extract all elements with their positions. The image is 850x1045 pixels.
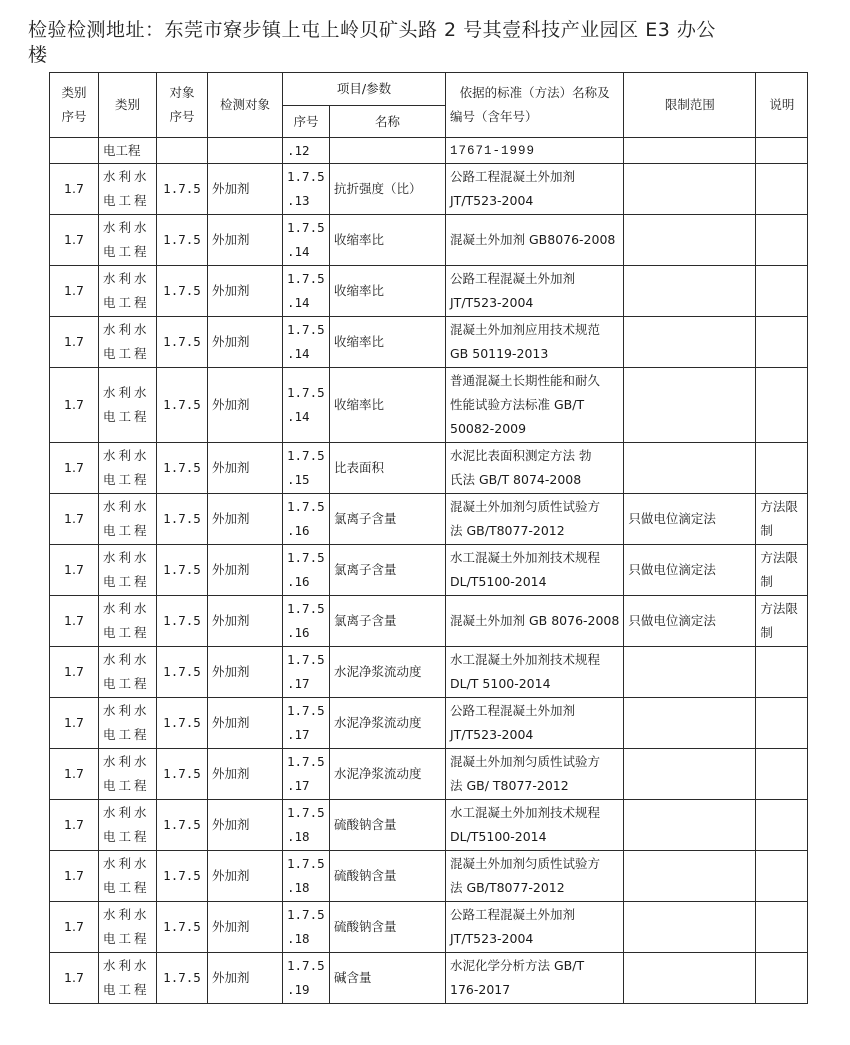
table-row bbox=[50, 902, 808, 953]
cell-standard: 水工混凝土外加剂技术规程 DL/T5100-2014 bbox=[446, 545, 624, 596]
cell-note: 方法限 制 bbox=[756, 545, 808, 596]
table-row bbox=[50, 647, 808, 698]
header-row-1 bbox=[50, 73, 808, 106]
table-row bbox=[50, 953, 808, 1004]
cell-obj-seq: 1.7.5 bbox=[157, 953, 208, 1004]
cell-cat: 水利水 电工程 bbox=[99, 215, 157, 266]
cell-cat: 水利水 电工程 bbox=[99, 545, 157, 596]
cell-cat: 水利水 电工程 bbox=[99, 902, 157, 953]
cell-obj: 外加剂 bbox=[208, 851, 283, 902]
cell-param-name: 水泥净浆流动度 bbox=[330, 647, 446, 698]
cell-cat-seq: 1.7 bbox=[50, 266, 99, 317]
cell-note bbox=[756, 953, 808, 1004]
table-row bbox=[50, 317, 808, 368]
cell-param-name: 抗折强度（比） bbox=[330, 164, 446, 215]
cell-param-seq: 1.7.5 .17 bbox=[283, 698, 330, 749]
cell-note: 方法限 制 bbox=[756, 494, 808, 545]
cell-limit: 只做电位滴定法 bbox=[624, 494, 756, 545]
cell-param-seq: 1.7.5 .16 bbox=[283, 545, 330, 596]
cell-limit bbox=[624, 317, 756, 368]
cell-limit bbox=[624, 749, 756, 800]
cell-param-seq: 1.7.5 .15 bbox=[283, 443, 330, 494]
cell-param-seq: 1.7.5 .14 bbox=[283, 368, 330, 443]
cell-note bbox=[756, 851, 808, 902]
cell-limit bbox=[624, 368, 756, 443]
cell-param-seq: 1.7.5 .17 bbox=[283, 647, 330, 698]
cell-note bbox=[756, 266, 808, 317]
cell-standard: 混凝土外加剂匀质性试验方 法 GB/ T8077-2012 bbox=[446, 749, 624, 800]
cell-limit bbox=[624, 698, 756, 749]
cell-limit bbox=[624, 647, 756, 698]
cell-obj-seq: 1.7.5 bbox=[157, 494, 208, 545]
cell-obj: 外加剂 bbox=[208, 164, 283, 215]
cell-note bbox=[756, 698, 808, 749]
cell-limit: 只做电位滴定法 bbox=[624, 596, 756, 647]
cell-param-name: 硫酸钠含量 bbox=[330, 902, 446, 953]
cell-obj: 外加剂 bbox=[208, 317, 283, 368]
cell-cat-seq: 1.7 bbox=[50, 698, 99, 749]
cell-param-name: 碱含量 bbox=[330, 953, 446, 1004]
cell-param-seq: 1.7.5 .18 bbox=[283, 800, 330, 851]
cell-cat-seq bbox=[50, 138, 99, 164]
title-line-2: 楼 bbox=[28, 44, 48, 66]
cell-note bbox=[756, 443, 808, 494]
cell-obj: 外加剂 bbox=[208, 545, 283, 596]
cell-cat-seq: 1.7 bbox=[50, 368, 99, 443]
table-row bbox=[50, 494, 808, 545]
cell-note bbox=[756, 215, 808, 266]
cell-obj-seq: 1.7.5 bbox=[157, 749, 208, 800]
table-row bbox=[50, 545, 808, 596]
cell-obj-seq: 1.7.5 bbox=[157, 800, 208, 851]
cell-limit bbox=[624, 443, 756, 494]
cell-standard: 混凝土外加剂 GB 8076-2008 bbox=[446, 596, 624, 647]
cell-note bbox=[756, 749, 808, 800]
cell-obj: 外加剂 bbox=[208, 215, 283, 266]
cell-cat-seq: 1.7 bbox=[50, 443, 99, 494]
cell-param-seq: 1.7.5 .13 bbox=[283, 164, 330, 215]
cell-param-seq: 1.7.5 .18 bbox=[283, 902, 330, 953]
cell-obj-seq: 1.7.5 bbox=[157, 443, 208, 494]
cell-note bbox=[756, 164, 808, 215]
cell-param-name: 收缩率比 bbox=[330, 368, 446, 443]
header-param-group: 项目/参数 bbox=[283, 73, 446, 106]
table-row bbox=[50, 596, 808, 647]
cell-cat: 水利水 电工程 bbox=[99, 266, 157, 317]
cell-cat: 水利水 电工程 bbox=[99, 953, 157, 1004]
cell-cat: 电工程 bbox=[99, 138, 157, 164]
cell-limit bbox=[624, 164, 756, 215]
table-row bbox=[50, 266, 808, 317]
header-param-name: 名称 bbox=[330, 106, 446, 138]
cell-cat: 水利水 电工程 bbox=[99, 368, 157, 443]
cell-standard: 水工混凝土外加剂技术规程 DL/T5100-2014 bbox=[446, 800, 624, 851]
table-row bbox=[50, 851, 808, 902]
cell-obj-seq bbox=[157, 138, 208, 164]
cell-param-seq: 1.7.5 .14 bbox=[283, 317, 330, 368]
cell-obj-seq: 1.7.5 bbox=[157, 164, 208, 215]
cell-note bbox=[756, 138, 808, 164]
cell-standard: 水泥比表面积测定方法 勃 氏法 GB/T 8074-2008 bbox=[446, 443, 624, 494]
cell-standard: 混凝土外加剂匀质性试验方 法 GB/T8077-2012 bbox=[446, 851, 624, 902]
cell-cat-seq: 1.7 bbox=[50, 800, 99, 851]
cell-param-name: 氯离子含量 bbox=[330, 494, 446, 545]
cell-param-name: 氯离子含量 bbox=[330, 545, 446, 596]
table-row bbox=[50, 698, 808, 749]
cell-param-name bbox=[330, 138, 446, 164]
cell-note bbox=[756, 317, 808, 368]
header-cat-seq: 类别 序号 bbox=[50, 73, 99, 138]
cell-cat-seq: 1.7 bbox=[50, 317, 99, 368]
title-line-1: 检验检测地址：东莞市寮步镇上屯上岭贝矿头路 2 号其壹科技产业园区 E3 办公 bbox=[28, 19, 716, 41]
table-row bbox=[50, 443, 808, 494]
cell-note bbox=[756, 902, 808, 953]
cell-param-seq: 1.7.5 .18 bbox=[283, 851, 330, 902]
cell-cat-seq: 1.7 bbox=[50, 215, 99, 266]
header-param-seq: 序号 bbox=[283, 106, 330, 138]
cell-obj-seq: 1.7.5 bbox=[157, 647, 208, 698]
cell-obj: 外加剂 bbox=[208, 749, 283, 800]
cell-obj: 外加剂 bbox=[208, 443, 283, 494]
continuation-row bbox=[50, 138, 808, 164]
cell-param-seq: 1.7.5 .19 bbox=[283, 953, 330, 1004]
cell-param-name: 比表面积 bbox=[330, 443, 446, 494]
cell-cat-seq: 1.7 bbox=[50, 902, 99, 953]
cell-cat-seq: 1.7 bbox=[50, 647, 99, 698]
cell-cat: 水利水 电工程 bbox=[99, 851, 157, 902]
cell-limit bbox=[624, 266, 756, 317]
cell-param-name: 氯离子含量 bbox=[330, 596, 446, 647]
cell-obj-seq: 1.7.5 bbox=[157, 851, 208, 902]
cell-cat-seq: 1.7 bbox=[50, 596, 99, 647]
cell-cat: 水利水 电工程 bbox=[99, 443, 157, 494]
table-body bbox=[50, 73, 808, 1004]
cell-note bbox=[756, 368, 808, 443]
header-obj-seq: 对象 序号 bbox=[157, 73, 208, 138]
cell-cat-seq: 1.7 bbox=[50, 749, 99, 800]
table-row bbox=[50, 215, 808, 266]
cell-standard: 普通混凝土长期性能和耐久 性能试验方法标准 GB/T 50082-2009 bbox=[446, 368, 624, 443]
cell-obj: 外加剂 bbox=[208, 800, 283, 851]
cell-obj: 外加剂 bbox=[208, 596, 283, 647]
cell-limit bbox=[624, 851, 756, 902]
cell-param-name: 水泥净浆流动度 bbox=[330, 749, 446, 800]
cell-standard: 公路工程混凝土外加剂 JT/T523-2004 bbox=[446, 698, 624, 749]
cell-cat: 水利水 电工程 bbox=[99, 749, 157, 800]
cell-standard: 混凝土外加剂匀质性试验方 法 GB/T8077-2012 bbox=[446, 494, 624, 545]
cell-standard: 混凝土外加剂 GB8076-2008 bbox=[446, 215, 624, 266]
cell-note bbox=[756, 647, 808, 698]
cell-cat-seq: 1.7 bbox=[50, 545, 99, 596]
table-row bbox=[50, 164, 808, 215]
header-standard: 依据的标准（方法）名称及 编号（含年号） bbox=[446, 73, 624, 138]
cell-cat: 水利水 电工程 bbox=[99, 647, 157, 698]
cell-obj-seq: 1.7.5 bbox=[157, 266, 208, 317]
table-row bbox=[50, 368, 808, 443]
cell-cat-seq: 1.7 bbox=[50, 851, 99, 902]
cell-cat: 水利水 电工程 bbox=[99, 698, 157, 749]
cell-obj: 外加剂 bbox=[208, 266, 283, 317]
cell-obj bbox=[208, 138, 283, 164]
cell-param-seq: 1.7.5 .17 bbox=[283, 749, 330, 800]
cell-param-seq: 1.7.5 .14 bbox=[283, 215, 330, 266]
cell-cat: 水利水 电工程 bbox=[99, 317, 157, 368]
cell-param-seq: 1.7.5 .14 bbox=[283, 266, 330, 317]
cell-cat: 水利水 电工程 bbox=[99, 494, 157, 545]
cell-cat: 水利水 电工程 bbox=[99, 164, 157, 215]
cell-note: 方法限 制 bbox=[756, 596, 808, 647]
cell-param-name: 收缩率比 bbox=[330, 215, 446, 266]
cell-param-name: 硫酸钠含量 bbox=[330, 800, 446, 851]
cell-standard: 公路工程混凝土外加剂 JT/T523-2004 bbox=[446, 164, 624, 215]
cell-cat: 水利水 电工程 bbox=[99, 800, 157, 851]
cell-param-seq: 1.7.5 .16 bbox=[283, 494, 330, 545]
cell-obj-seq: 1.7.5 bbox=[157, 545, 208, 596]
cell-param-name: 收缩率比 bbox=[330, 266, 446, 317]
cell-limit bbox=[624, 215, 756, 266]
cell-obj-seq: 1.7.5 bbox=[157, 902, 208, 953]
cell-param-name: 收缩率比 bbox=[330, 317, 446, 368]
cell-limit bbox=[624, 902, 756, 953]
cell-standard: 公路工程混凝土外加剂 JT/T523-2004 bbox=[446, 266, 624, 317]
cell-standard: 水泥化学分析方法 GB/T 176-2017 bbox=[446, 953, 624, 1004]
cell-standard: 水工混凝土外加剂技术规程 DL/T 5100-2014 bbox=[446, 647, 624, 698]
table-row bbox=[50, 749, 808, 800]
cell-cat-seq: 1.7 bbox=[50, 164, 99, 215]
cell-standard: 公路工程混凝土外加剂 JT/T523-2004 bbox=[446, 902, 624, 953]
header-limit: 限制范围 bbox=[624, 73, 756, 138]
cell-limit bbox=[624, 138, 756, 164]
cell-obj: 外加剂 bbox=[208, 647, 283, 698]
cell-obj-seq: 1.7.5 bbox=[157, 215, 208, 266]
cell-standard: 17671-1999 bbox=[446, 138, 624, 164]
cell-limit: 只做电位滴定法 bbox=[624, 545, 756, 596]
cell-obj-seq: 1.7.5 bbox=[157, 596, 208, 647]
cell-standard: 混凝土外加剂应用技术规范 GB 50119-2013 bbox=[446, 317, 624, 368]
cell-obj: 外加剂 bbox=[208, 953, 283, 1004]
cell-cat-seq: 1.7 bbox=[50, 494, 99, 545]
cell-obj: 外加剂 bbox=[208, 494, 283, 545]
cell-limit bbox=[624, 953, 756, 1004]
header-note: 说明 bbox=[756, 73, 808, 138]
cell-obj: 外加剂 bbox=[208, 368, 283, 443]
header-cat: 类别 bbox=[99, 73, 157, 138]
cell-obj: 外加剂 bbox=[208, 902, 283, 953]
cell-param-seq: 1.7.5 .16 bbox=[283, 596, 330, 647]
cell-obj-seq: 1.7.5 bbox=[157, 368, 208, 443]
table-row bbox=[50, 800, 808, 851]
cell-obj: 外加剂 bbox=[208, 698, 283, 749]
cell-param-name: 硫酸钠含量 bbox=[330, 851, 446, 902]
cell-obj-seq: 1.7.5 bbox=[157, 317, 208, 368]
cell-limit bbox=[624, 800, 756, 851]
header-obj: 检测对象 bbox=[208, 73, 283, 138]
accreditation-table bbox=[49, 72, 808, 1004]
cell-obj-seq: 1.7.5 bbox=[157, 698, 208, 749]
page-title bbox=[28, 18, 828, 68]
cell-param-name: 水泥净浆流动度 bbox=[330, 698, 446, 749]
cell-cat: 水利水 电工程 bbox=[99, 596, 157, 647]
cell-note bbox=[756, 800, 808, 851]
cell-cat-seq: 1.7 bbox=[50, 953, 99, 1004]
cell-param-seq: .12 bbox=[283, 138, 330, 164]
